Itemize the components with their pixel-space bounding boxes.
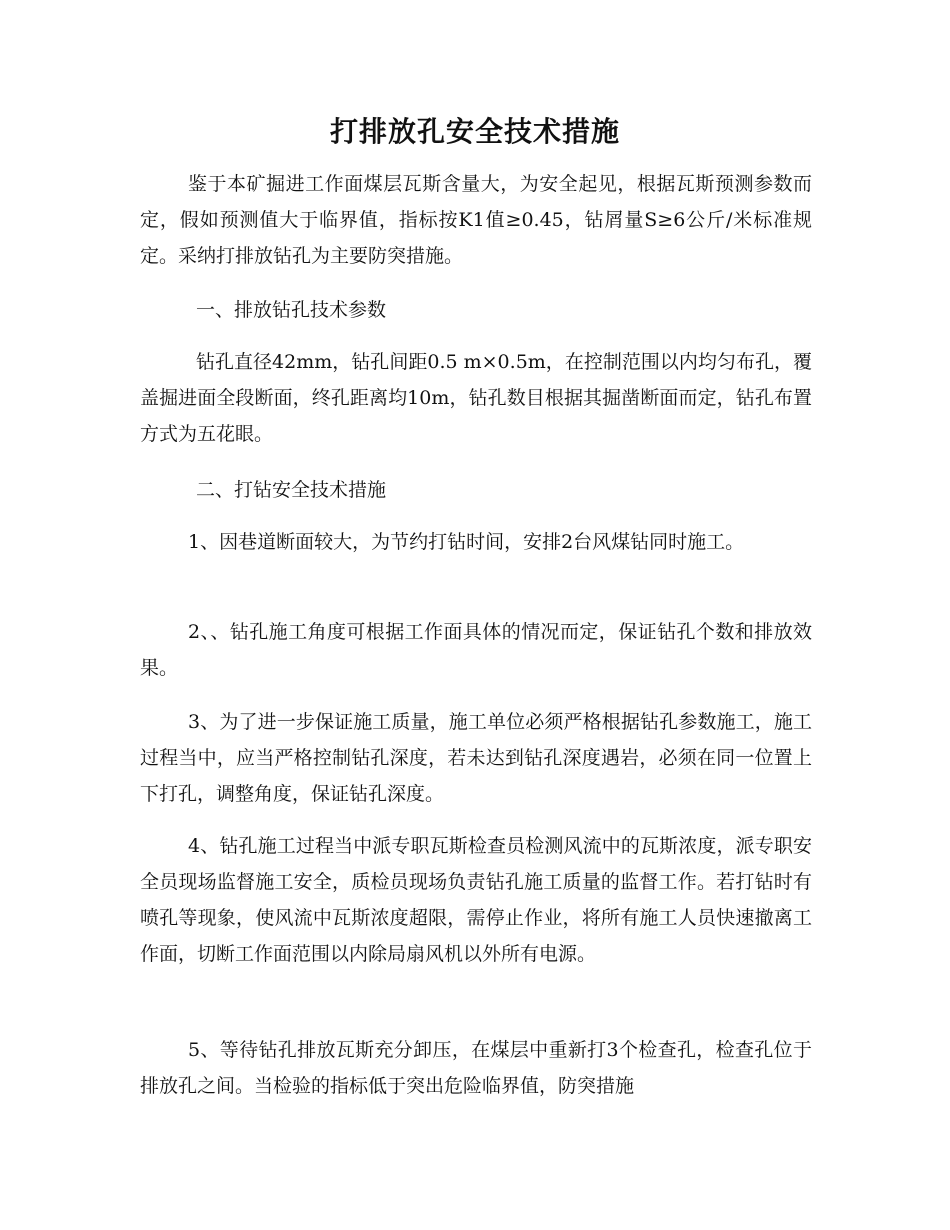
section-1-paragraph: 钻孔直径42mm，钻孔间距0.5 m×0.5m，在控制范围以内均匀布孔，覆盖掘进面全段断面，终孔距离均10m，钻孔数目根据其掘凿断面而定，钻孔布置方式为五花眼。 [140, 351, 812, 445]
list-item-2: 2、、钻孔施工角度可根据工作面具体的情况而定，保证钻孔个数和排放效果。 [140, 621, 812, 679]
list-item-5: 5、等待钻孔排放瓦斯充分卸压，在煤层中重新打3个检查孔，检查孔位于排放孔之间。当检验的指标低于突出危险临界值，防突措施 [140, 1039, 812, 1097]
list-item-4: 4、钻孔施工过程当中派专职瓦斯检查员检测风流中的瓦斯浓度，派专职安全员现场监督施工安全，质检员现场负责钻孔施工质量的监督工作。若打钻时有喷孔等现象，使风流中瓦斯浓度超限，需停止作业，将所有施工人员快速撤离工作面，切断工作面范围以内除局扇风机以外所有电源。 [140, 835, 812, 965]
section-heading-1: 一、排放钻孔技术参数 [196, 299, 387, 321]
intro-paragraph: 鉴于本矿掘进工作面煤层瓦斯含量大，为安全起见，根据瓦斯预测参数而定，假如预测值大于临界值，指标按K1值≥0.45，钻屑量S≥6公斤/米标准规定。采纳打排放钻孔为主要防突措施。 [140, 173, 812, 267]
section-heading-2: 二、打钻安全技术措施 [196, 479, 387, 501]
document-title: 打排放孔安全技术措施 [329, 115, 620, 148]
list-item-1: 1、因巷道断面较大，为节约打钻时间，安排2台风煤钻同时施工。 [188, 531, 745, 553]
list-item-3: 3、为了进一步保证施工质量，施工单位必须严格根据钻孔参数施工，施工过程当中，应当严格控制钻孔深度，若未达到钻孔深度遇岩，必须在同一位置上下打孔，调整角度，保证钻孔深度。 [140, 711, 812, 805]
